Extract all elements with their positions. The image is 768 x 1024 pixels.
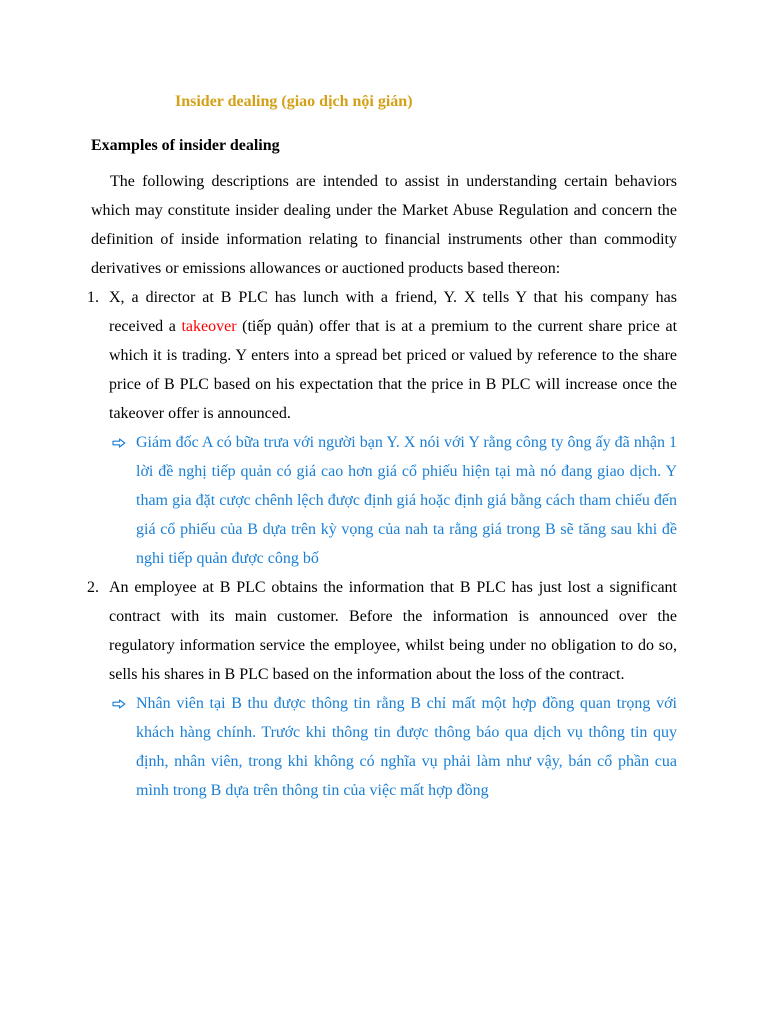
translation-text: Giám đốc A có bữa trưa với người bạn Y. X nói với Y rằng công ty ông ấy đã nhận 1 lời đề nghị tiếp quản có giá cao hơn giá cổ phiếu hiện tại mà nó đang giao dịch. Y tham gia đặt cược chênh lệch được định giá hoặc định giá bằng cách tham chiếu đến giá cổ phiếu của B dựa trên kỳ vọng của nah ta rằng giá trong B sẽ tăng sau khi đề nghi tiếp quản được công bố bbox=[136, 434, 677, 567]
document-title: Insider dealing (giao dịch nội gián) bbox=[175, 93, 413, 110]
highlighted-term: takeover bbox=[181, 318, 237, 335]
translation-paragraph bbox=[109, 428, 677, 573]
translation-paragraph bbox=[109, 689, 677, 805]
hollow-right-arrow-icon bbox=[112, 689, 130, 718]
item-text-before: An employee at B PLC obtains the information that B PLC has just lost a significant contract with its main customer. Before the information is announced over the regulatory information service the employee, whilst being under no obligation to do so, sells his shares in B PLC based on the information about the loss of the contract. bbox=[109, 579, 677, 683]
hollow-right-arrow-icon bbox=[112, 428, 130, 457]
document-body bbox=[87, 167, 678, 805]
item-number: 2. bbox=[87, 579, 99, 596]
list-item bbox=[87, 573, 677, 805]
intro-paragraph: The following descriptions are intended to assist in understanding certain behaviors which may constitute insider dealing under the Market Abuse Regulation and concern the definition of inside information relating to financial instruments other than commodity derivatives or emissions allowances or auctioned products based thereon: bbox=[91, 173, 677, 277]
item-text-after: (tiếp quản) offer that is at a premium to the current share price at which it is trading. Y enters into a spread bet priced or valued by reference to the share price of B PLC based on his expectation that the price in B PLC will increase once the takeover offer is announced. bbox=[109, 318, 678, 422]
item-text-before: X, a director at B PLC has lunch with a friend, Y. X tells Y that his company has received a bbox=[109, 289, 677, 335]
list-item bbox=[87, 283, 678, 573]
section-heading: Examples of insider dealing bbox=[91, 137, 280, 154]
item-text bbox=[109, 283, 677, 428]
examples-list bbox=[87, 283, 678, 805]
translation-text: Nhân viên tại B thu được thông tin rằng B chỉ mất một hợp đồng quan trọng với khách hàng chính. Trước khi thông tin được thông báo qua dịch vụ thông tin quy định, nhân viên, trong khi không có nghĩa vụ phải làm như vậy, bán cổ phần cua mình trong B dựa trên thông tin của việc mất hợp đồng bbox=[136, 695, 677, 799]
item-text bbox=[109, 573, 677, 689]
item-number: 1. bbox=[87, 289, 99, 306]
